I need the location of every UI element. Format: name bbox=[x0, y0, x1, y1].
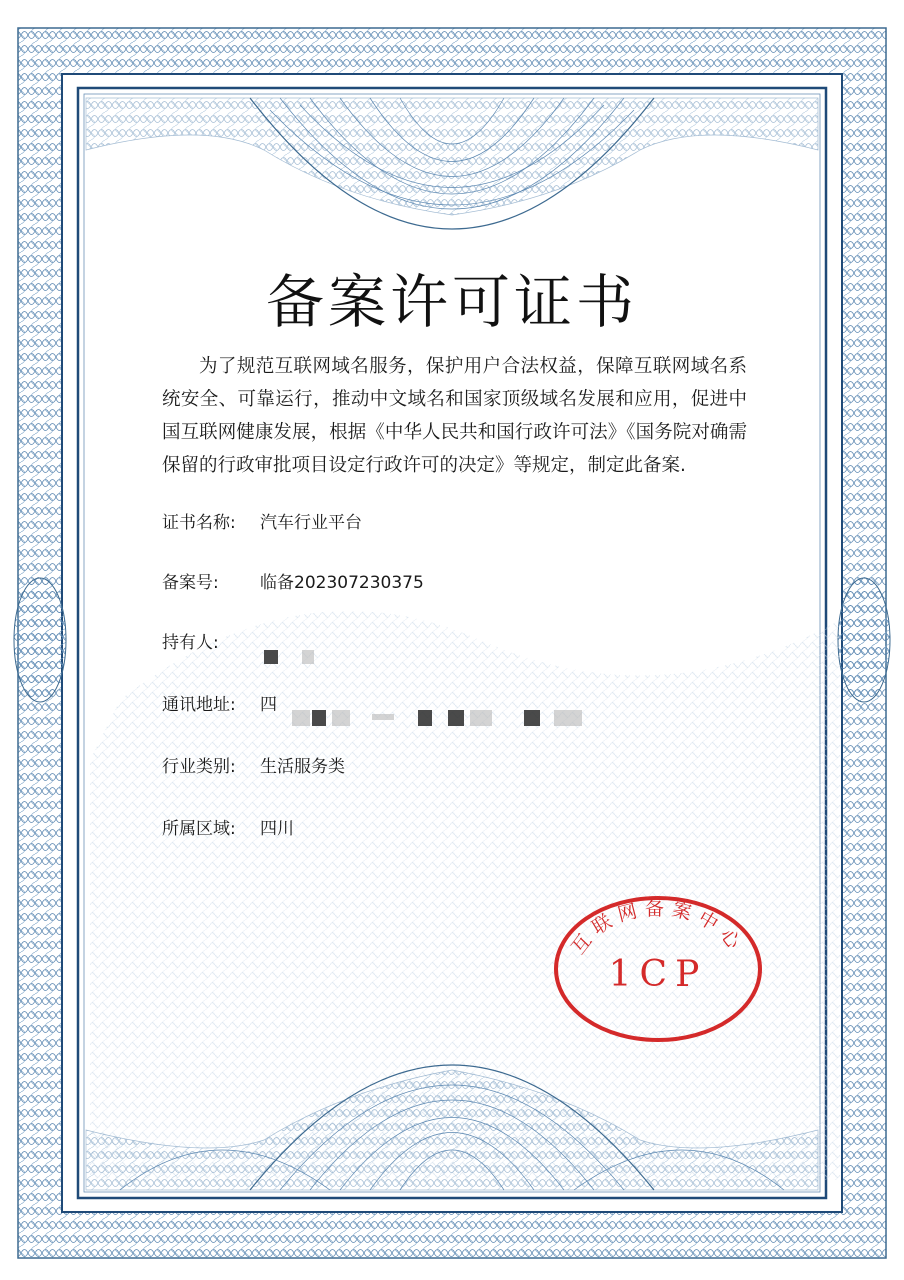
field-record-number bbox=[162, 568, 722, 598]
field-label: 通讯地址: bbox=[162, 695, 236, 715]
field-label: 持有人: bbox=[162, 633, 219, 653]
redaction-mark bbox=[264, 650, 278, 664]
field-label: 证书名称: bbox=[162, 513, 236, 533]
official-seal bbox=[552, 893, 764, 1043]
field-label: 备案号: bbox=[162, 573, 219, 593]
field-value: 生活服务类 bbox=[260, 757, 345, 777]
redaction-mark bbox=[470, 710, 492, 726]
redaction-mark bbox=[332, 710, 350, 726]
redaction-mark bbox=[554, 710, 582, 726]
field-value: 汽车行业平台 bbox=[260, 513, 362, 533]
redaction-mark bbox=[312, 710, 326, 726]
redaction-mark bbox=[418, 710, 432, 726]
field-value: 四川 bbox=[260, 819, 294, 839]
redaction-mark bbox=[302, 650, 314, 664]
redaction-mark bbox=[448, 710, 464, 726]
field-label: 行业类别: bbox=[162, 757, 236, 777]
field-address bbox=[162, 690, 722, 720]
seal-arc-text: 互联网备案中心 bbox=[567, 898, 749, 959]
certificate-title: 备案许可证书 bbox=[265, 268, 638, 336]
field-certificate-name bbox=[162, 508, 722, 538]
field-value: 临备202307230375 bbox=[260, 573, 424, 593]
seal-center-text: 1CP bbox=[608, 954, 708, 995]
redaction-mark bbox=[524, 710, 540, 726]
redaction-mark bbox=[372, 714, 394, 720]
certificate-preamble: 为了规范互联网域名服务，保护用户合法权益，保障互联网域名系统安全、可靠运行，推动中文域名和国家顶级域名发展和应用，促进中国互联网健康发展，根据《中华人民共和国行政许可法》《国务院对确需保留的行政审批项目设定行政许可的决定》等规定，制定此备案. bbox=[162, 356, 747, 476]
field-industry bbox=[162, 752, 722, 782]
field-holder bbox=[162, 628, 722, 658]
field-label: 所属区域: bbox=[162, 819, 236, 839]
field-value: 四 bbox=[260, 695, 277, 715]
redaction-mark bbox=[292, 710, 310, 726]
field-region bbox=[162, 814, 722, 844]
